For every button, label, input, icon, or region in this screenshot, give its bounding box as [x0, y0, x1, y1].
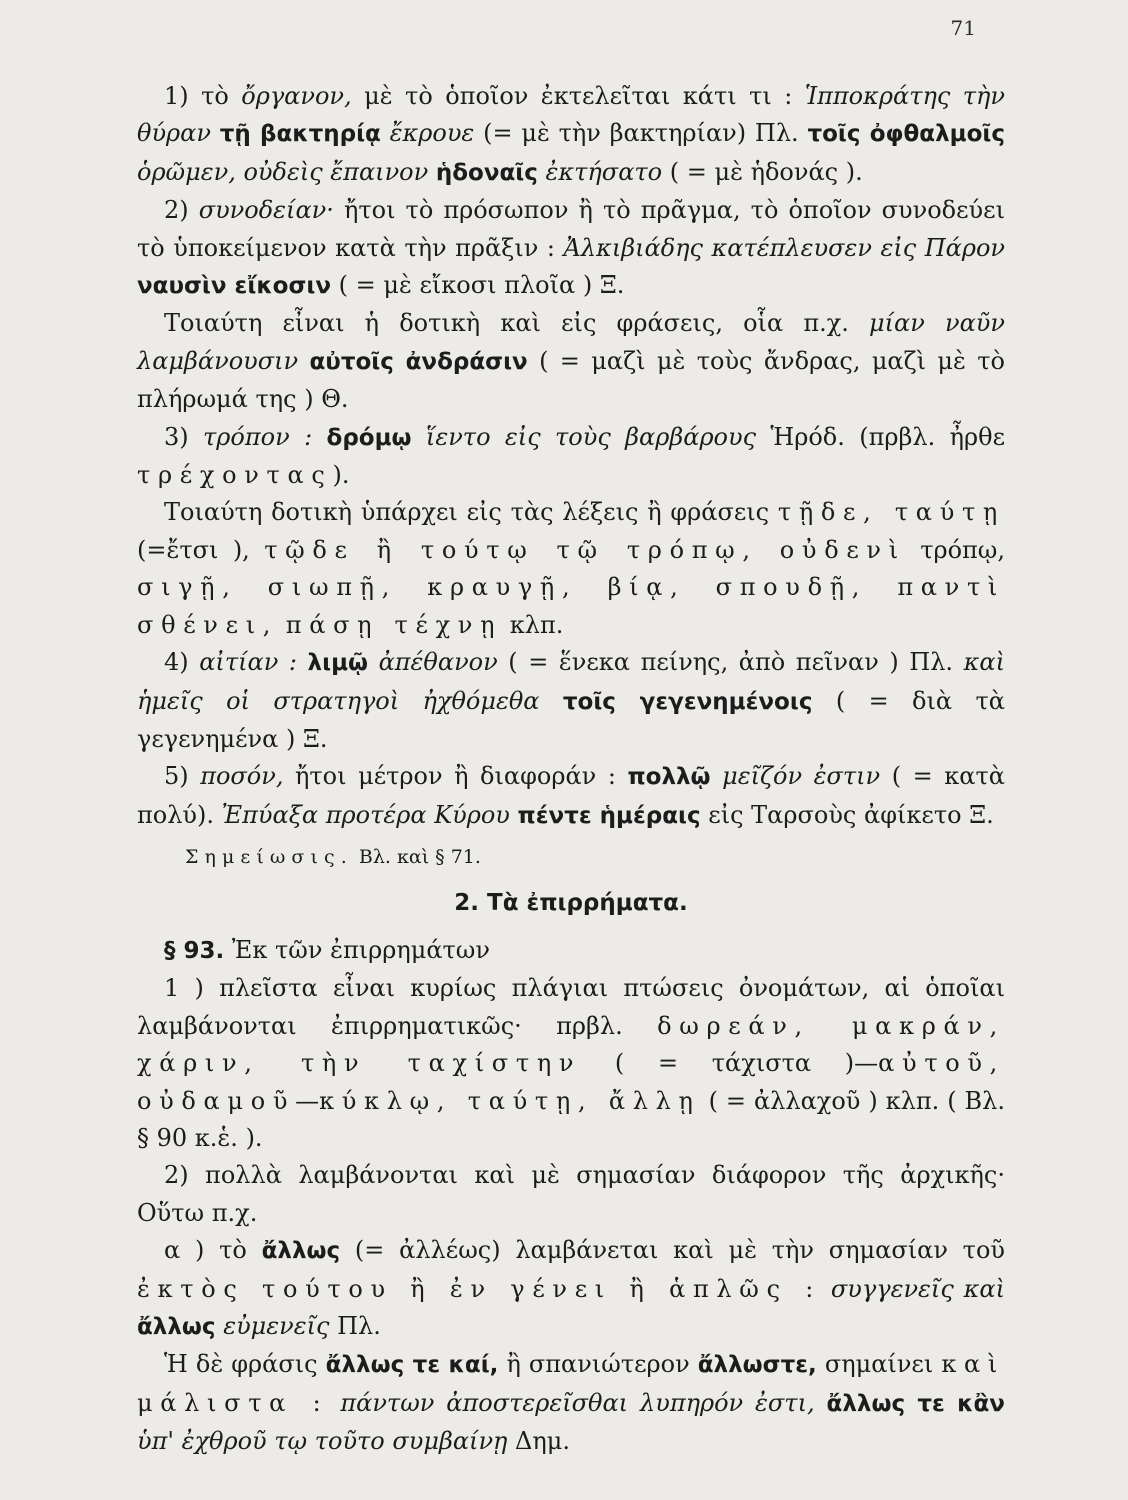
- paragraph-instrument: 1) τὸ ὄργανον, μὲ τὸ ὁποῖον ἐκτελεῖται κάτι τι : Ἱπποκράτης τὴν θύραν τῇ βακτηρίᾳ ἔκρουε (= μὲ τὴν βακτηρίαν) Πλ. τοῖς ὀφθαλμοῖς ὁρῶμεν, οὐδεὶς ἔπαινον ἡδοναῖς ἐκτήσατο ( = μὲ ἡδονάς ).: [137, 82, 1005, 186]
- section-heading: 2. Τὰ ἐπιρρήματα.: [454, 889, 688, 916]
- paragraph-measure: 5) ποσόν, ἤτοι μέτρον ἢ διαφοράν : πολλῷ μεῖζόν ἐστιν ( = κατὰ πολύ). Ἐπύαξα προτέρα Κύρου πέντε ἡμέραις εἰς Ταρσοὺς ἀφίκετο Ξ.: [137, 762, 1005, 829]
- paragraph-accompaniment: 2) συνοδείαν· ἤτοι τὸ πρόσωπον ἢ τὸ πρᾶγμα, τὸ ὁποῖον συνοδεύει τὸ ὑποκείμενον κατὰ τὴν πρᾶξιν : Ἀλκιβιάδης κατέπλευσεν εἰς Πάρον ναυσὶν εἴκοσιν ( = μὲ εἴκοσι πλοῖα ) Ξ.: [137, 196, 1006, 300]
- page-number: 71: [950, 16, 976, 40]
- paragraph-oblique-cases: 1 ) πλεῖστα εἶναι κυρίως πλάγιαι πτώσεις ὀνομάτων, αἱ ὁποῖαι λαμβάνονται ἐπιρρηματικῶς· πρβλ. δωρεάν, μακράν, χάριν, τὴν ταχίστην ( = τάχιστα )—αὐτοῦ, οὐδαμοῦ—κύκλῳ, ταύτῃ, ἄλλῃ ( = ἀλλαχοῦ ) κλπ. ( Βλ. § 90 κ.ἑ. ).: [137, 974, 1005, 1152]
- paragraph-section-93: § 93. Ἐκ τῶν ἐπιρρημάτων: [164, 935, 490, 964]
- page-body: [137, 78, 1005, 1461]
- paragraph-manner-words: Τοιαύτη δοτικὴ ὑπάρχει εἰς τὰς λέξεις ἢ φράσεις τῇδε, ταύτῃ (=ἔτσι ), τῷδε ἢ τούτῳ τῷ τρόπῳ, οὐδενὶ τρόπῳ, σιγῇ, σιωπῇ, κραυγῇ, βίᾳ, σπουδῇ, παντὶ σθένει, πάσῃ τέχνῃ κλπ.: [137, 498, 1006, 639]
- paragraph-manner: 3) τρόπον : δρόμῳ ἵεντο εἰς τοὺς βαρβάρους Ἡρόδ. (πρβλ. ἦρθε τρέχοντας).: [137, 422, 1005, 490]
- paragraph-allos: α ) τὸ ἄλλως (= ἀλλέως) λαμβάνεται καὶ μὲ τὴν σημασίαν τοῦ ἐκτὸς τούτου ἢ ἐν γένει ἢ ἁπλῶς : συγγενεῖς καὶ ἄλλως εὐμενεῖς Πλ.: [137, 1236, 1006, 1340]
- note-line: Σημείωσις. Βλ. καὶ § 71.: [185, 846, 481, 869]
- paragraph-cause: 4) αἰτίαν : λιμῷ ἀπέθανον ( = ἕνεκα πείνης, ἀπὸ πεῖναν ) Πλ. καὶ ἡμεῖς οἱ στρατηγοὶ ἠχθόμεθα τοῖς γεγενημένοις ( = διὰ τὰ γεγενημένα ) Ξ.: [137, 648, 1005, 753]
- paragraph-allos-te-kai: Ἡ δὲ φράσις ἄλλως τε καί, ἢ σπανιώτερον ἄλλωστε, σημαίνει καὶ μάλιστα : πάντων ἀποστερεῖσθαι λυπηρόν ἐστι, ἄλλως τε κἂν ὑπ' ἐχθροῦ τῳ τοῦτο συμβαίνῃ Δημ.: [137, 1350, 1005, 1456]
- paragraph-meanings: 2) πολλὰ λαμβάνονται καὶ μὲ σημασίαν διάφορον τῆς ἀρχικῆς· Οὕτω π.χ.: [137, 1161, 1005, 1227]
- paragraph-phrases: Τοιαύτη εἶναι ἡ δοτικὴ καὶ εἰς φράσεις, οἷα π.χ. μίαν ναῦν λαμβάνουσιν αὐτοῖς ἀνδράσιν ( = μαζὶ μὲ τοὺς ἄνδρας, μαζὶ μὲ τὸ πλήρωμά της ) Θ.: [137, 309, 1005, 414]
